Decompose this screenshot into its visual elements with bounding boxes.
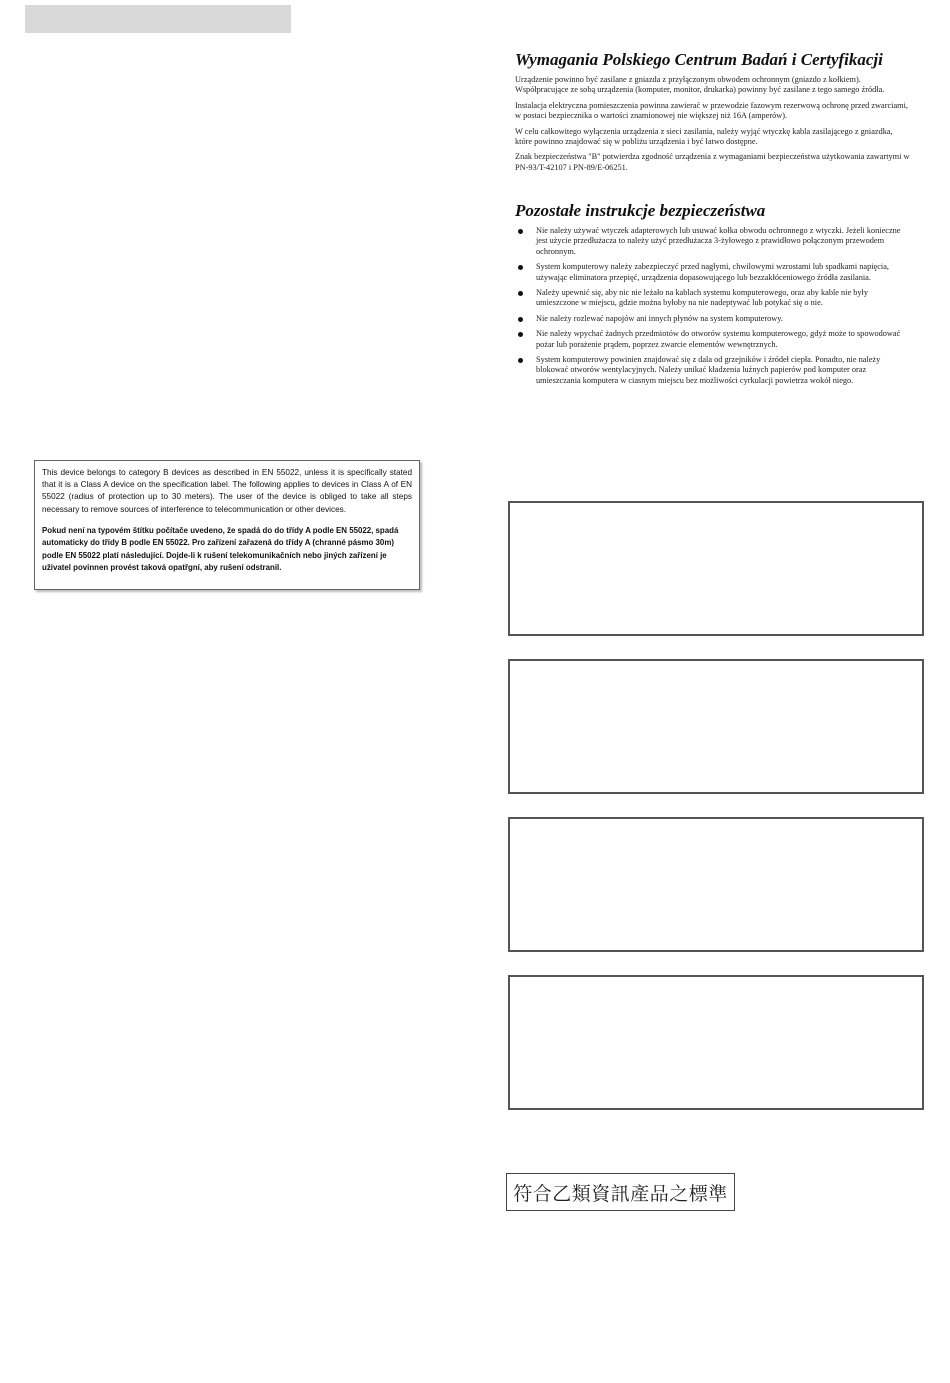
list-item-text: Nie należy rozlewać napojów ani innych płynów na system komputerowy. [536, 313, 783, 323]
list-item [515, 262, 910, 283]
list-item-text: Nie należy wpychać żadnych przedmiotów do otworów systemu komputerowego, gdyż może to spowodować pożar lub porażenie prądem, poprzez zwarcie elementów wewnętrznych. [536, 329, 901, 349]
bullet-icon [518, 317, 523, 322]
list-item [515, 314, 910, 324]
other-safety-section [515, 201, 910, 391]
empty-box [508, 659, 924, 794]
bullet-icon [518, 229, 523, 234]
empty-box [508, 975, 924, 1110]
bullet-icon [518, 332, 523, 337]
bullet-icon [518, 358, 523, 363]
polish-requirements-paragraph: Instalacja elektryczna pomieszczenia powinna zawierać w przewodzie fazowym rezerwową ochronę przed zwarciami, w postaci bezpiecznika o wartości znamionowej nie większej niż 16A (amperów). [515, 100, 908, 121]
list-item [515, 226, 910, 257]
other-safety-title: Pozostałe instrukcje bezpieczeństwa [515, 201, 766, 220]
list-item-text: Należy upewnić się, aby nic nie leżało na kablach systemu komputerowego, oraz aby kable nie były umieszczone w miejscu, gdzie można byłoby na nie nadeptywać lub potykać się o nie. [536, 288, 868, 308]
bullet-icon [518, 291, 523, 296]
empty-box [508, 501, 924, 636]
emc-notice-czech: Pokud není na typovém štítku počítače uvedeno, že spadá do do třídy A podle EN 55022, spadá automaticky do třídy B podle EN 55022. Pro zařízení zařazená do třídy A (chranné pásmo 30m) podle EN 55022 platí následující. Dojde-li k rušení telekomunikačních nebo jiných zařízení je uživatel povinnen provést taková opatřgní, aby rušení odstranil. [42, 525, 399, 573]
bullet-icon [518, 265, 523, 270]
list-item [515, 288, 910, 309]
list-item-text: Nie należy używać wtyczek adapterowych lub usuwać kołka obwodu ochronnego z wtyczki. Jeżeli konieczne jest użycie przedłużacza to należy użyć przedłużacza 3-żyłowego z prawidłowo połączonym przewodem ochronnym. [536, 226, 901, 256]
list-item [515, 329, 910, 350]
list-item-text: System komputerowy należy zabezpieczyć przed nagłymi, chwilowymi wzrostami lub spadkami napięcia, używając eliminatora przepięć, urządzenia dopasowującego lub bezzakłóceniowego źródła zasilania. [536, 262, 889, 282]
empty-box [508, 817, 924, 952]
list-item [515, 355, 910, 386]
polish-requirements-section [515, 50, 910, 178]
list-item-text: System komputerowy powinien znajdować się z dala od grzejników i źródeł ciepła. Ponadto, nie należy blokować otworów wentylacyjnych. Należy unikać kładzenia luźnych papierów pod komputer oraz umieszczania komputera w ciasnym miejscu bez możliwości cyrkulacji powietrza wokół niego. [536, 355, 881, 385]
polish-requirements-title: Wymagania Polskiego Centrum Badań i Certyfikacji [515, 50, 883, 69]
safety-list [515, 226, 910, 386]
polish-requirements-paragraph: W celu całkowitego wyłączenia urządzenia z sieci zasilania, należy wyjąć wtyczkę kabla zasilającego z gniazdka, które powinno znajdować się w pobliżu urządzenia i być łatwo dostępne. [515, 126, 893, 147]
polish-requirements-paragraph: Znak bezpieczeństwa "B" potwierdza zgodność urządzenia z wymaganiami bezpieczeństwa użytkowania zawartymi w PN-93/T-42107 i PN-89/E-06251. [515, 152, 910, 172]
taiwan-class-b-label: 符合乙類資訊產品之標準 [506, 1173, 735, 1211]
emc-notice-box [34, 460, 420, 590]
emc-notice-english: This device belongs to category B devices as described in EN 55022, unless it is specifically stated that it is a Class A device on the specification label. The following applies to devices in Class A of EN 55022 (radius of protection up to 30 meters). The user of the device is obliged to take all steps necessary to remove sources of interference to telecommunication or other devices. [42, 468, 412, 514]
polish-requirements-paragraph: Urządzenie powinno być zasilane z gniazda z przyłączonym obwodem ochronnym (gniazdo z kołkiem). Współpracujące ze sobą urządzenia (komputer, monitor, drukarka) powinny być zasilane z tego samego źródła. [515, 75, 885, 95]
header-bar [25, 5, 291, 33]
